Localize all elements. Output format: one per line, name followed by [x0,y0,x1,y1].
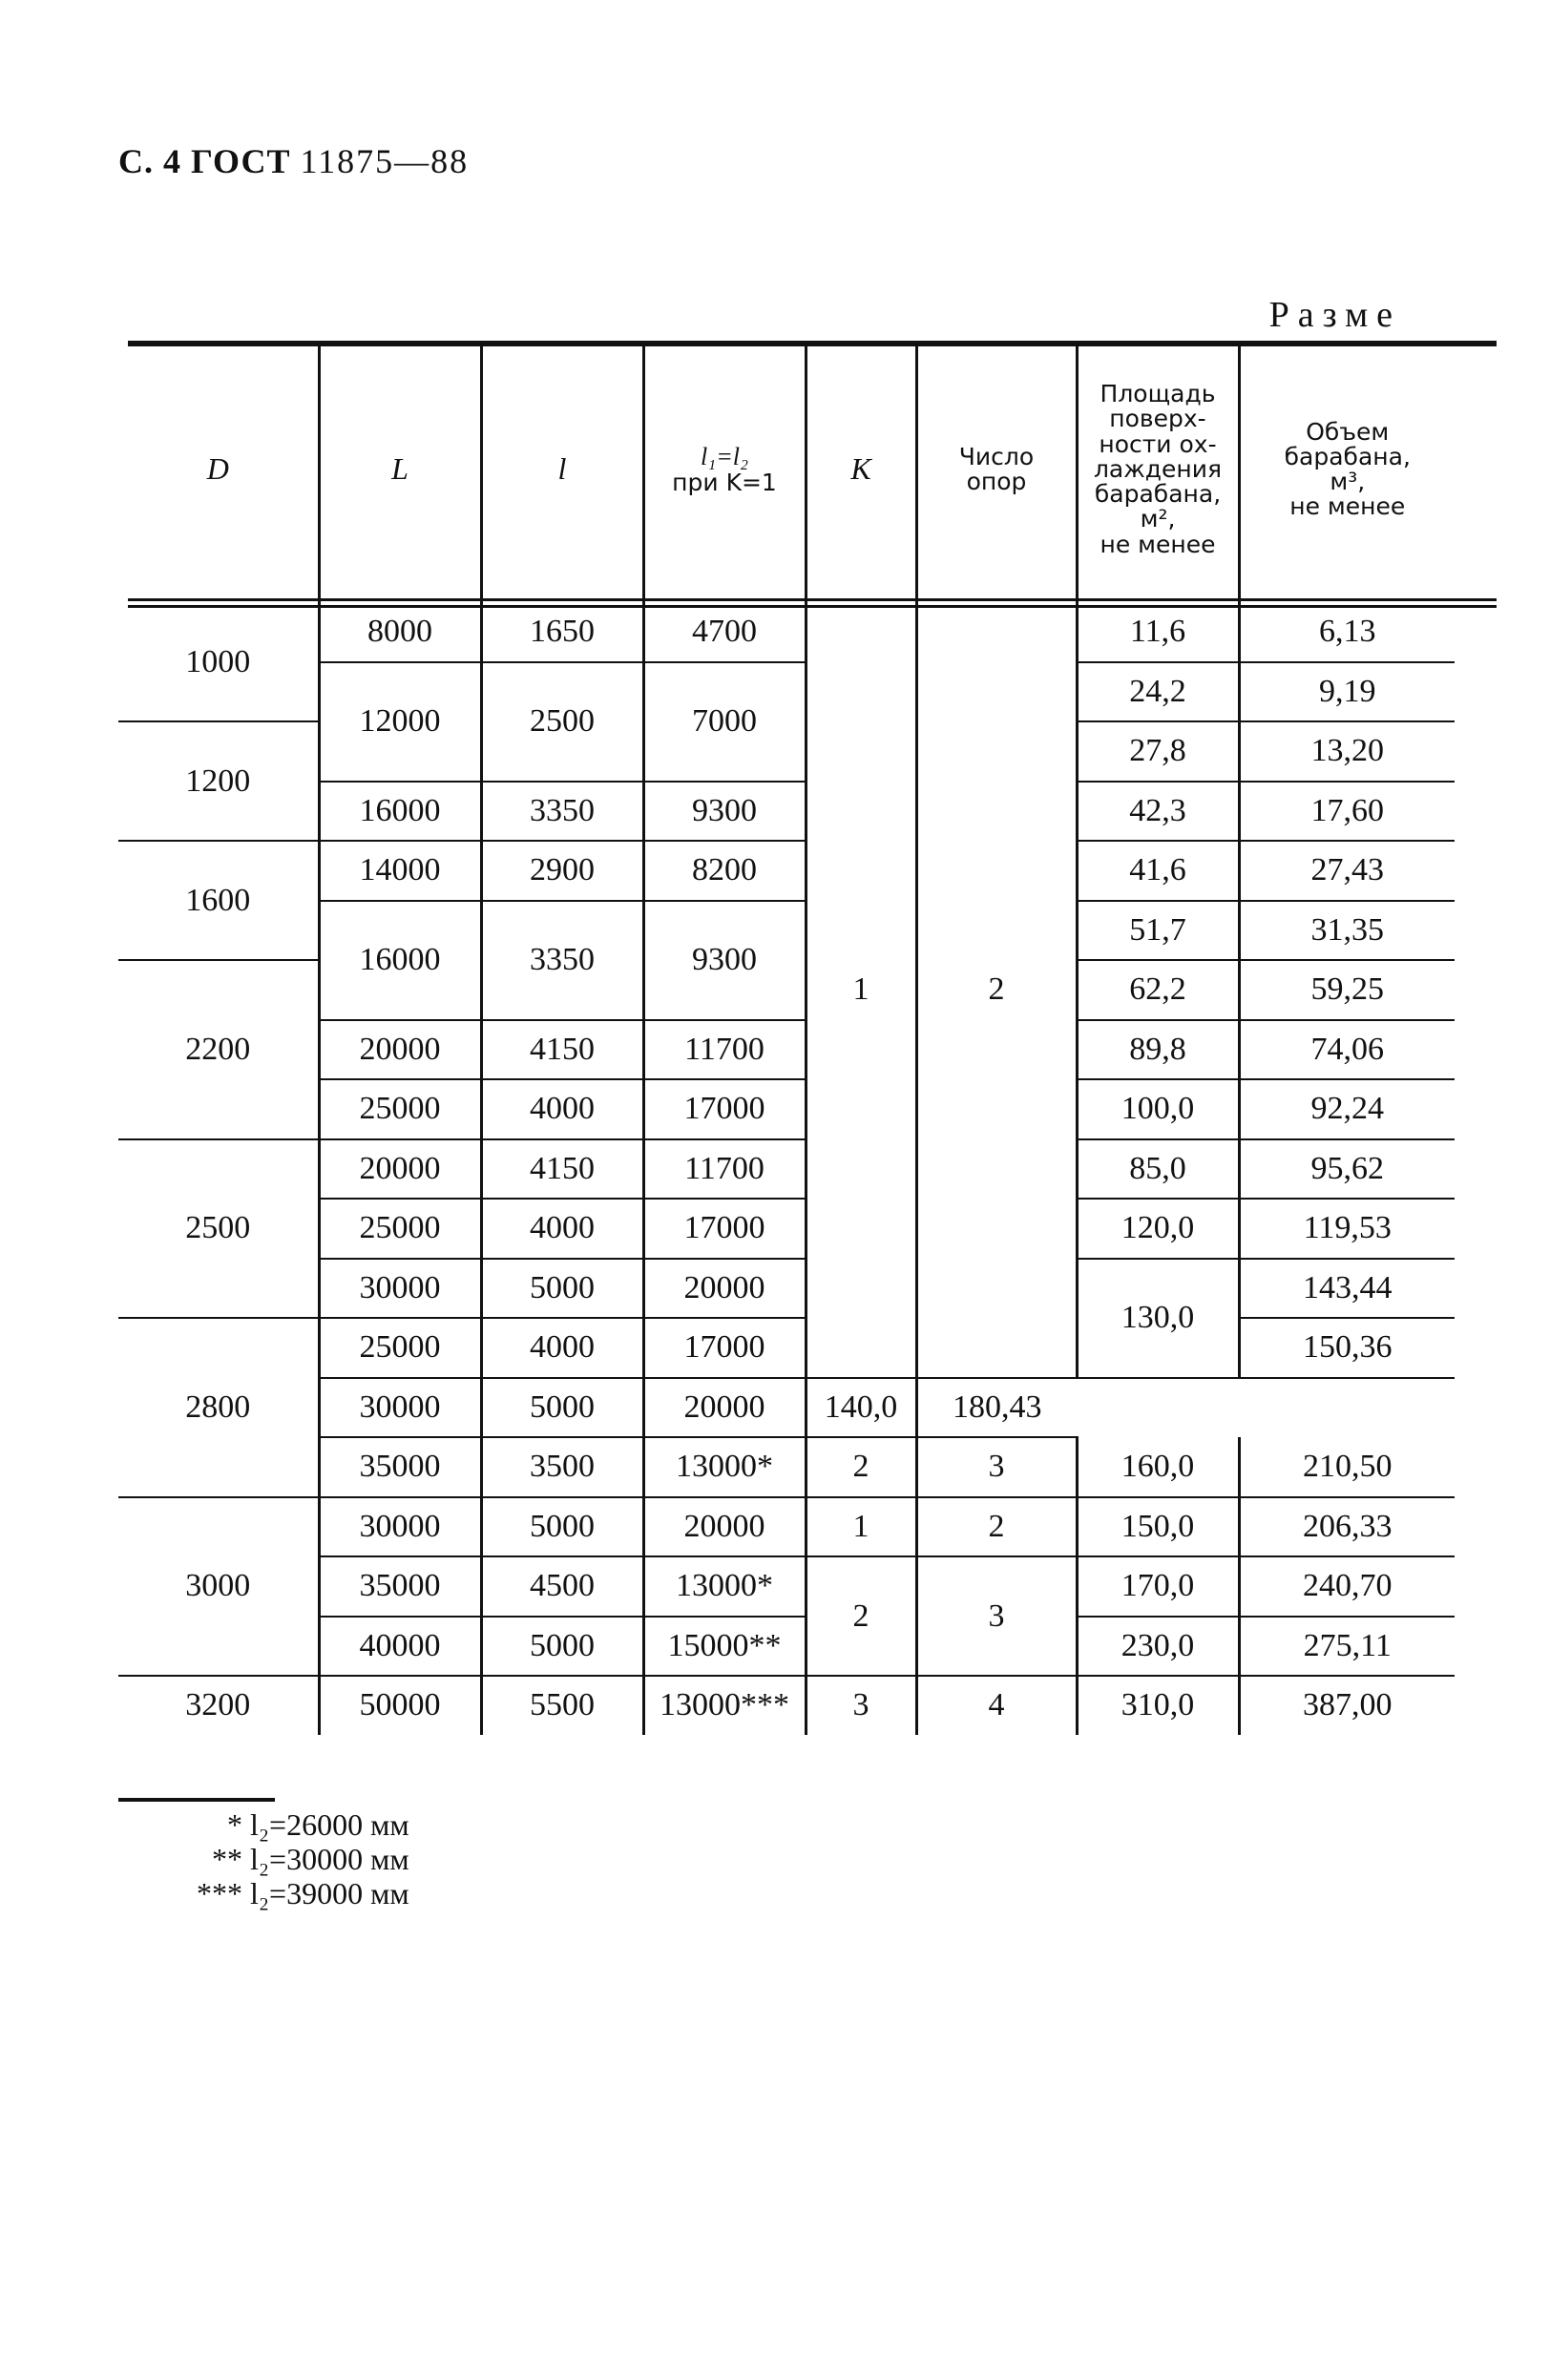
cell-l1: 17000 [643,1318,806,1378]
cell-area: 170,0 [1077,1556,1239,1617]
cell-length: 35000 [319,1556,481,1617]
cell-l: 1650 [481,594,643,662]
table-row [118,1437,1455,1497]
cell-volume: 143,44 [1239,1259,1455,1319]
cell-k: 1 [806,594,916,1378]
cell-volume: 92,24 [1239,1079,1455,1139]
cell-volume: 275,11 [1239,1617,1455,1677]
cell-volume: 6,13 [1239,594,1455,662]
cell-area: 62,2 [1077,960,1239,1020]
cell-d: 3000 [118,1497,319,1677]
cell-length: 30000 [319,1378,481,1438]
table-row [118,1259,1455,1319]
table-row [118,841,1455,901]
cell-d: 1000 [118,594,319,721]
cell-area: 41,6 [1077,841,1239,901]
table-row [118,1556,1455,1617]
footnotes [187,1807,409,1910]
cell-length: 12000 [319,662,481,782]
cell-length: 16000 [319,782,481,842]
cell-k: 1 [806,1497,916,1557]
cell-area: 130,0 [1077,1259,1239,1378]
cell-l: 5500 [481,1676,643,1735]
table-row [118,594,1455,662]
cell-area: 120,0 [1077,1199,1239,1259]
cell-area: 230,0 [1077,1617,1239,1677]
cell-supports: 3 [916,1556,1077,1676]
cell-volume: 31,35 [1239,901,1455,961]
cell-length: 25000 [319,1199,481,1259]
cell-l1: 9300 [643,901,806,1020]
cell-area: 150,0 [1077,1497,1239,1557]
table-row [118,1676,1455,1735]
cell-l1: 15000** [643,1617,806,1677]
cell-volume: 119,53 [1239,1199,1455,1259]
cell-area: 100,0 [1077,1079,1239,1139]
cell-l: 2500 [481,662,643,782]
cell-l: 4150 [481,1020,643,1080]
cell-area: 27,8 [1077,721,1239,782]
table-row [118,1199,1455,1259]
cell-volume: 59,25 [1239,960,1455,1020]
cell-volume: 13,20 [1239,721,1455,782]
cell-l: 3350 [481,782,643,842]
cell-d: 2200 [118,960,319,1139]
cell-volume: 240,70 [1239,1556,1455,1617]
cell-supports: 3 [916,1437,1077,1497]
cell-d: 3200 [185,1687,251,1723]
cell-supports: 2 [916,1497,1077,1557]
cell-area: 310,0 [1077,1676,1239,1735]
cell-l1: 20000 [643,1497,806,1557]
table-row [118,1497,1455,1557]
table-row [118,782,1455,842]
cell-l1: 11700 [643,1139,806,1200]
table-row [118,1378,1455,1438]
col-header-cooling-area: Площадь поверх- ности ох- лаждения барабана, м², не менее [1077,345,1239,594]
cell-area: 42,3 [1077,782,1239,842]
cell-k: 2 [806,1556,916,1676]
cell-length: 14000 [319,841,481,901]
cell-volume: 17,60 [1239,782,1455,842]
cell-d: 2800 [118,1318,319,1497]
cell-area: 85,0 [1077,1139,1239,1200]
cell-volume: 74,06 [1239,1020,1455,1080]
cell-l: 4000 [481,1318,643,1378]
cell-length: 25000 [319,1079,481,1139]
footnote: * l₂=26000 мм [227,1807,409,1842]
cell-length: 8000 [319,594,481,662]
cell-length: 30000 [319,1259,481,1319]
table-row [118,1318,1455,1378]
cell-l: 5000 [481,1378,643,1438]
header-number: 11875—88 [300,142,470,180]
cell-l: 2900 [481,841,643,901]
cell-l1: 8200 [643,841,806,901]
cell-l1: 7000 [643,662,806,782]
cell-l1: 13000* [643,1556,806,1617]
table-row [118,901,1455,961]
cell-d: 2500 [118,1139,319,1319]
cell-k: 3 [806,1676,916,1735]
cell-l: 5000 [481,1259,643,1319]
cell-supports: 4 [916,1676,1077,1735]
cell-volume: 150,36 [1239,1318,1455,1378]
cell-length: 16000 [319,901,481,1020]
table-row [118,1020,1455,1080]
cell-length: 40000 [319,1617,481,1677]
col-header-l1-l2: l₁=l₂ при K=1 [643,345,806,594]
dimensions-table [118,345,1455,1735]
cell-area: 11,6 [1077,594,1239,662]
cell-supports: 2 [916,594,1077,1378]
cell-l: 4500 [481,1556,643,1617]
table-row [118,1617,1455,1677]
table-row [118,1139,1455,1200]
col-header-length: L [319,345,481,594]
cell-l1: 4700 [643,594,806,662]
cell-area: 24,2 [1077,662,1239,722]
cell-length: 25000 [319,1318,481,1378]
cell-volume: 9,19 [1239,662,1455,722]
cell-l: 5000 [481,1617,643,1677]
cell-volume: 387,00 [1239,1676,1455,1735]
cell-length: 20000 [319,1139,481,1200]
table-row [118,662,1455,722]
header-prefix: С. 4 ГОСТ [118,142,291,180]
cell-l1: 17000 [643,1079,806,1139]
cell-d: 1200 [118,721,319,841]
cell-d: 1600 [118,841,319,960]
cell-l1: 13000* [643,1437,806,1497]
footnote: ** l₂=30000 мм [212,1842,409,1876]
footnote: *** l₂=39000 мм [197,1876,409,1910]
cell-volume: 27,43 [1239,841,1455,901]
cell-area: 140,0 [806,1378,916,1438]
cell-volume: 206,33 [1239,1497,1455,1557]
cell-l: 4000 [481,1079,643,1139]
cell-k: 2 [806,1437,916,1497]
cell-area: 160,0 [1077,1437,1239,1497]
cell-length: 20000 [319,1020,481,1080]
cell-l1: 20000 [643,1259,806,1319]
col-header-k: K [806,345,916,594]
cell-l: 4000 [481,1199,643,1259]
cell-l1: 13000*** [643,1676,806,1735]
cell-l: 5000 [481,1497,643,1557]
col-header-drum-volume: Объем барабана, м³, не менее [1239,345,1455,594]
cell-l1: 9300 [643,782,806,842]
cell-length: 50000 [319,1676,481,1735]
cell-l: 4150 [481,1139,643,1200]
cell-volume: 180,43 [916,1378,1077,1438]
cell-l1: 11700 [643,1020,806,1080]
cell-l: 3500 [481,1437,643,1497]
table-header-row [118,345,1455,594]
cell-l: 3350 [481,901,643,1020]
table-caption: Разме [1268,295,1401,335]
cell-area: 51,7 [1077,901,1239,961]
cell-length: 30000 [319,1497,481,1557]
cell-l1: 17000 [643,1199,806,1259]
col-header-l: l [481,345,643,594]
cell-l1: 20000 [643,1378,806,1438]
cell-volume: 95,62 [1239,1139,1455,1200]
cell-length: 35000 [319,1437,481,1497]
cell-area: 89,8 [1077,1020,1239,1080]
page-header [118,141,469,181]
col-header-d: D [206,451,229,487]
cell-volume: 210,50 [1239,1437,1455,1497]
footnote-rule [118,1798,275,1802]
col-header-supports: Число опор [916,345,1077,594]
